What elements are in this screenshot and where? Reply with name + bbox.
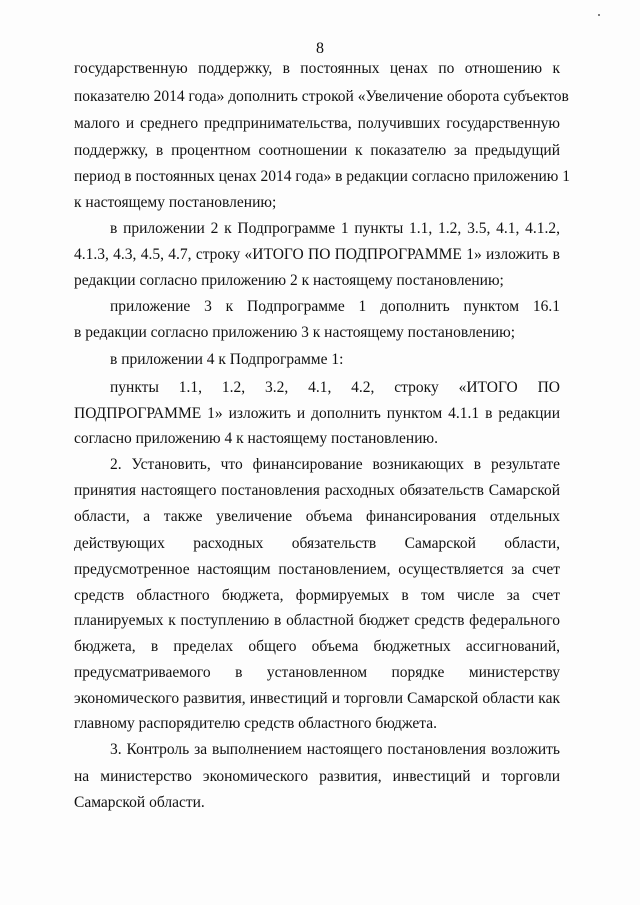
page-number: 8	[316, 40, 324, 57]
text-line: на министерство экономического развития, инвестиций и торговли	[74, 768, 560, 785]
text-line: малого и среднего предпринимательства, получивших государственную	[74, 115, 560, 132]
text-line: к настоящему постановлению;	[74, 194, 277, 211]
text-line: 4.1.3, 4.3, 4.5, 4.7, строку «ИТОГО ПО ПОДПРОГРАММЕ 1» изложить в	[74, 246, 560, 263]
text-line: период в постоянных ценах 2014 года» в редакции согласно приложению 1	[74, 168, 570, 185]
text-line: в приложении 2 к Подпрограмме 1 пункты 1.1, 1.2, 3.5, 4.1, 4.1.2,	[110, 220, 560, 237]
scan-speck	[598, 14, 600, 16]
text-line: приложение 3 к Подпрограмме 1 дополнить пунктом 16.1	[110, 298, 560, 315]
text-line: области, а также увеличение объема финансирования отдельных	[74, 508, 560, 525]
text-line: принятия настоящего постановления расходных обязательств Самарской	[74, 482, 560, 499]
text-line: в приложении 4 к Подпрограмме 1:	[110, 351, 344, 368]
text-line: показателю 2014 года» дополнить строкой «Увеличение оборота субъектов	[74, 88, 569, 105]
text-line: главному распорядителю средств областного бюджета.	[74, 715, 438, 732]
text-line: в редакции согласно приложению 3 к настоящему постановлению;	[74, 324, 516, 341]
text-line: государственную поддержку, в постоянных ценах по отношению к	[74, 60, 560, 77]
text-line: 3. Контроль за выполнением настоящего постановления возложить	[110, 741, 560, 758]
text-line: редакции согласно приложению 2 к настоящему постановлению;	[74, 272, 504, 289]
text-line: планируемых к поступлению в областной бюджет средств федерального	[74, 612, 560, 629]
text-line: пункты 1.1, 1.2, 3.2, 4.1, 4.2, строку «ИТОГО ПО	[110, 379, 560, 396]
text-line: средств областного бюджета, формируемых в том числе за счет	[74, 587, 560, 604]
text-line: поддержку, в процентном соотношении к показателю за предыдущий	[74, 142, 560, 159]
text-line: бюджета, в пределах общего объема бюджетных ассигнований,	[74, 638, 560, 655]
text-line: экономического развития, инвестиций и торговли Самарской области как	[74, 690, 560, 707]
text-line: предусмотренное настоящим постановлением, осуществляется за счет	[74, 561, 560, 578]
text-line: согласно приложению 4 к настоящему постановлению.	[74, 430, 438, 447]
text-line: предусматриваемого в установленном порядке министерству	[74, 664, 560, 681]
text-line: ПОДПРОГРАММЕ 1» изложить и дополнить пунктом 4.1.1 в редакции	[74, 405, 560, 422]
text-line: действующих расходных обязательств Самарской области,	[74, 535, 560, 552]
text-line: 2. Установить, что финансирование возникающих в результате	[110, 456, 560, 473]
text-line: Самарской области.	[74, 794, 205, 811]
